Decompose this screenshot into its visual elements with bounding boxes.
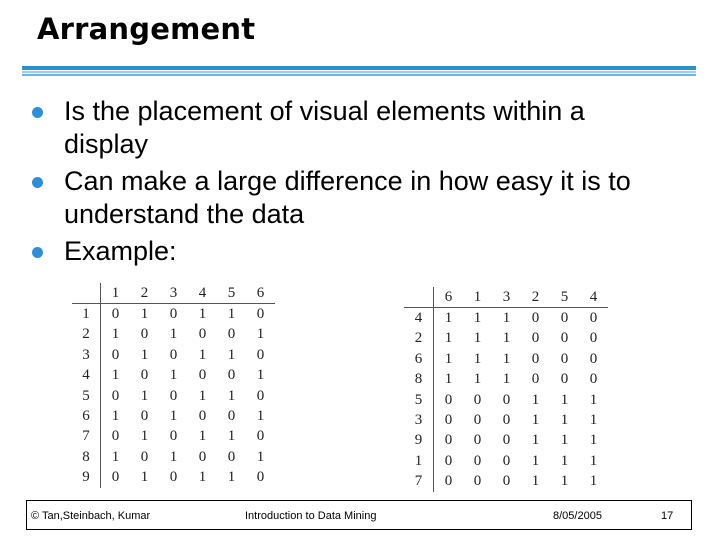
column-header: 4 (188, 283, 217, 304)
bullet-item (32, 95, 692, 161)
column-header: 6 (246, 283, 275, 304)
bullet-text: Example: (64, 236, 177, 266)
title-underline (22, 66, 696, 70)
matrix-cell: 0 (256, 387, 265, 404)
matrix-cell: 0 (227, 367, 236, 384)
footer-date: 8/05/2005 (553, 510, 602, 522)
row-header: 9 (404, 431, 434, 451)
matrix-cell: 1 (560, 432, 569, 449)
matrix-original (72, 283, 275, 488)
matrix-cell: 1 (169, 326, 178, 343)
matrix-cell: 0 (169, 306, 178, 323)
matrix-cell: 1 (198, 346, 207, 363)
matrix-cell: 1 (256, 367, 265, 384)
matrix-cell: 1 (444, 310, 453, 327)
matrix-cell: 1 (531, 432, 540, 449)
matrix-cell: 0 (589, 371, 598, 388)
row-header: 7 (72, 427, 101, 447)
matrix-cell: 1 (111, 326, 120, 343)
matrix-cell: 1 (256, 326, 265, 343)
matrix-cell: 1 (473, 371, 482, 388)
bullet-text: Can make a large difference in how easy it is to (64, 166, 631, 196)
matrix-cell: 1 (589, 391, 598, 408)
matrix-cell: 0 (227, 448, 236, 465)
matrix-cell: 0 (256, 469, 265, 486)
matrix-cell: 0 (560, 350, 569, 367)
row-header: 2 (72, 325, 101, 345)
row-header: 3 (72, 345, 101, 365)
column-header: 3 (159, 283, 188, 304)
matrix-cell: 1 (502, 371, 511, 388)
title-underline-light (22, 71, 696, 73)
table-row (72, 447, 275, 467)
table-row (404, 329, 608, 349)
matrix-cell: 0 (111, 346, 120, 363)
matrix-cell: 0 (169, 346, 178, 363)
matrix-cell: 1 (589, 412, 598, 429)
matrix-cell: 0 (111, 306, 120, 323)
bullet-item (32, 165, 692, 231)
matrix-cell: 1 (140, 306, 149, 323)
table-row (404, 349, 608, 369)
matrix-cell: 1 (560, 391, 569, 408)
matrix-cell: 0 (111, 428, 120, 445)
row-header: 4 (72, 366, 101, 386)
row-header: 8 (72, 447, 101, 467)
matrix-cell: 1 (198, 469, 207, 486)
bullet-list (32, 95, 692, 272)
matrix-cell: 1 (589, 432, 598, 449)
matrix-cell: 1 (560, 452, 569, 469)
matrix-cell: 1 (111, 408, 120, 425)
row-header: 5 (404, 390, 434, 410)
matrix-cell: 0 (198, 408, 207, 425)
matrix-cell: 1 (560, 473, 569, 490)
matrix-cell: 0 (444, 452, 453, 469)
matrix-cell: 1 (502, 330, 511, 347)
matrix-cell: 0 (140, 326, 149, 343)
row-header: 2 (404, 329, 434, 349)
matrix-cell: 0 (560, 371, 569, 388)
matrix-cell: 1 (531, 412, 540, 429)
matrix-cell: 1 (444, 350, 453, 367)
matrix-cell: 0 (531, 330, 540, 347)
matrix-cell: 1 (444, 330, 453, 347)
table-row (72, 345, 275, 365)
title-underline-mid (22, 74, 696, 76)
matrix-cell: 0 (227, 408, 236, 425)
matrix-cell: 1 (140, 387, 149, 404)
bullet-item (32, 235, 692, 268)
matrix-cell: 0 (473, 452, 482, 469)
row-header: 4 (404, 308, 434, 329)
column-header: 6 (434, 287, 464, 308)
bullet-text-cont: understand the data (64, 199, 305, 229)
row-header: 8 (404, 370, 434, 390)
matrix-cell: 0 (502, 432, 511, 449)
matrix-cell: 0 (169, 469, 178, 486)
bullet-dot-icon (32, 107, 43, 118)
matrix-cell: 0 (169, 387, 178, 404)
column-header: 2 (130, 283, 159, 304)
bullet-dot-icon (32, 247, 43, 258)
matrix-cell: 1 (111, 367, 120, 384)
matrix-cell: 1 (227, 469, 236, 486)
matrix-cell: 1 (227, 387, 236, 404)
matrix-cell: 0 (531, 350, 540, 367)
matrix-cell: 0 (473, 473, 482, 490)
table-row (72, 427, 275, 447)
table-row (404, 370, 608, 390)
matrix-cell: 1 (227, 346, 236, 363)
bullet-text-cont: display (64, 129, 149, 159)
matrix-cell: 1 (473, 310, 482, 327)
matrix-cell: 1 (140, 469, 149, 486)
matrix-cell: 0 (140, 367, 149, 384)
matrix-cell: 0 (589, 350, 598, 367)
matrix-cell: 0 (111, 469, 120, 486)
matrix-cell: 0 (502, 473, 511, 490)
matrix-cell: 1 (111, 448, 120, 465)
matrix-cell: 1 (531, 391, 540, 408)
table-row (72, 468, 275, 488)
matrix-cell: 0 (111, 387, 120, 404)
matrix-cell: 0 (227, 326, 236, 343)
matrix-cell: 1 (169, 408, 178, 425)
table-row (72, 366, 275, 386)
column-header: 4 (579, 287, 608, 308)
footer-copyright: © Tan,Steinbach, Kumar (31, 510, 151, 522)
column-header: 5 (217, 283, 246, 304)
matrix-cell: 0 (502, 412, 511, 429)
matrix-cell: 1 (140, 428, 149, 445)
row-header: 1 (404, 451, 434, 471)
matrix-cell: 1 (169, 367, 178, 384)
matrix-cell: 0 (473, 432, 482, 449)
matrix-cell: 0 (444, 391, 453, 408)
bullet-dot-icon (32, 177, 43, 188)
matrix-rearranged (404, 287, 608, 492)
table-row (404, 472, 608, 492)
row-header: 7 (404, 472, 434, 492)
table-row (404, 390, 608, 410)
matrix-cell: 0 (531, 371, 540, 388)
matrix-cell: 0 (256, 306, 265, 323)
matrix-cell: 0 (198, 326, 207, 343)
matrix-cell: 1 (256, 448, 265, 465)
matrix-cell: 0 (444, 432, 453, 449)
table-row (72, 304, 275, 325)
matrix-cell: 1 (502, 350, 511, 367)
matrix-cell: 1 (198, 387, 207, 404)
bullet-text: Is the placement of visual elements within a (64, 96, 585, 126)
matrix-corner (404, 287, 434, 308)
matrix-cell: 0 (140, 448, 149, 465)
row-header: 6 (72, 406, 101, 426)
row-header: 5 (72, 386, 101, 406)
matrix-cell: 1 (256, 408, 265, 425)
matrix-cell: 1 (198, 428, 207, 445)
matrix-cell: 0 (589, 330, 598, 347)
matrix-cell: 0 (473, 391, 482, 408)
matrix-cell: 1 (560, 412, 569, 429)
matrix-cell: 1 (473, 330, 482, 347)
matrix-cell: 1 (169, 448, 178, 465)
matrix-cell: 1 (227, 428, 236, 445)
matrix-cell: 0 (444, 473, 453, 490)
row-header: 3 (404, 410, 434, 430)
table-row (404, 410, 608, 430)
matrix-cell: 0 (198, 448, 207, 465)
matrix-corner (72, 283, 101, 304)
matrix-cell: 1 (444, 371, 453, 388)
table-row (404, 431, 608, 451)
matrix-cell: 0 (169, 428, 178, 445)
matrix-cell: 0 (256, 346, 265, 363)
matrix-cell: 1 (589, 473, 598, 490)
column-header: 5 (550, 287, 579, 308)
matrix-cell: 1 (227, 306, 236, 323)
matrix-cell: 0 (589, 310, 598, 327)
column-header: 1 (463, 287, 492, 308)
row-header: 6 (404, 349, 434, 369)
table-row (72, 386, 275, 406)
row-header: 9 (72, 468, 101, 488)
matrix-cell: 1 (198, 306, 207, 323)
matrix-cell: 0 (473, 412, 482, 429)
table-row (404, 308, 608, 329)
slide-title: Arrangement (37, 12, 256, 46)
matrix-cell: 1 (531, 452, 540, 469)
table-row (72, 406, 275, 426)
footer-page-number: 17 (661, 510, 674, 522)
matrix-cell: 0 (560, 330, 569, 347)
table-row (72, 325, 275, 345)
matrix-cell: 1 (140, 346, 149, 363)
matrix-cell: 0 (198, 367, 207, 384)
matrix-cell: 0 (502, 452, 511, 469)
column-header: 3 (492, 287, 521, 308)
row-header: 1 (72, 304, 101, 325)
column-header: 2 (521, 287, 550, 308)
matrix-cell: 0 (444, 412, 453, 429)
matrix-cell: 0 (560, 310, 569, 327)
matrix-cell: 1 (502, 310, 511, 327)
matrix-cell: 1 (589, 452, 598, 469)
matrix-cell: 0 (140, 408, 149, 425)
matrix-cell: 0 (502, 391, 511, 408)
matrix-cell: 1 (473, 350, 482, 367)
matrix-cell: 1 (531, 473, 540, 490)
footer-course: Introduction to Data Mining (245, 510, 377, 522)
matrix-cell: 0 (256, 428, 265, 445)
table-row (404, 451, 608, 471)
column-header: 1 (101, 283, 131, 304)
matrix-cell: 0 (531, 310, 540, 327)
